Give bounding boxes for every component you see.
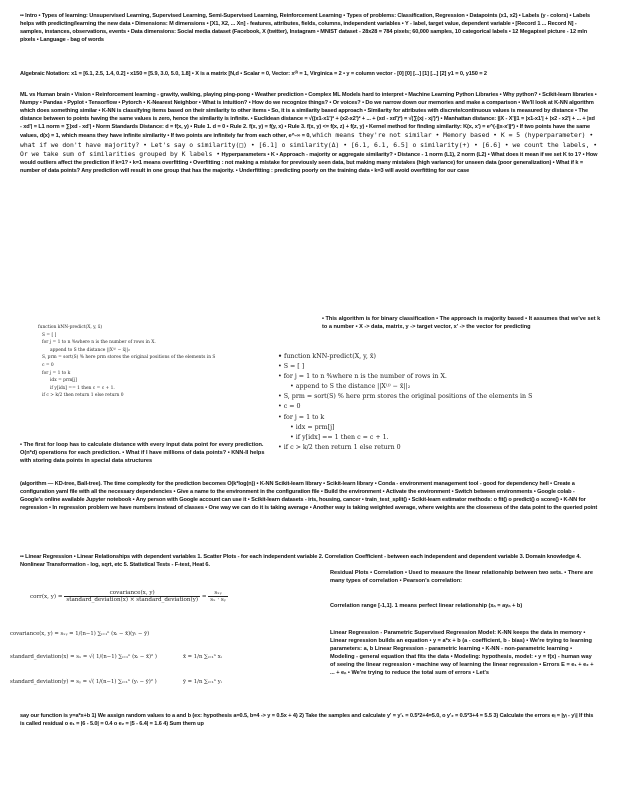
linear-regression-steps: say our function is y=a*x+b 1) We assign random values to a and b (ex: hypothesis a=0.5, b=4 -> y = 0.5x + 4) 2) Take the samples and calculate y' = y'₁ = 0.5*2+4=5.0, o y'₂ = 0.5*3+4 = 5.5 3) Calculate the errors eᵢ = |yᵢ - y'ᵢ| If this is called residual o e₁ = |6 - 5.0| = 0.4 o e₂ = |5 - 6.4| = 1.6 4) Sum them up [20,713,594,728]
algebraic-notation-paragraph: Algebraic Notation: x1 = [6.1, 2.5, 1.4, 0.2] • x150 = [5.9, 3.0, 5.0, 1.8] • X is a matrix [N,d • Scalar = 0, Vector: x⁽ⁱ⁾ = 1, Virginica = 2 • y = column vector - [0] [0] [...] [1] [...] [2] y1 = 0, y150 = 2 [20,71,487,77]
knn-intro-paragraph [20,91,598,175]
knn-intro-monospace-text: which means they're not similar • Memory based • K = 5 (hyperparameter) • what if we don't have majority? • Let's say o similarity(□) • [6.1] o similarity(Δ) • [6.1, 6.1, 6.5] o similarity(+) • [6.6] • we count the labels, • Or we take sum of similarities grouped by K labels • [20,131,598,158]
algo-line-large: • append to S the distance ||X⁽ʲ⁾ − x̄||₂ [290,383,411,391]
algo-line: function kNN-predict(X, y, x̄) [38,325,103,330]
mean-x-formula: x̄ = 1/n ∑ᵢ₌₁ⁿ xᵢ [183,654,222,660]
algo-line-large: • for j = 1 to n %where n is the number of rows in X. [278,373,447,381]
correlation-range: Correlation range [-1,1]. 1 means perfect linear relationship (xₙ = ayₙ + b) [330,603,523,609]
algo-line: idx = prm[j] [50,378,78,384]
stddev-x-formula: standard_deviation(x) = sₓ = √( 1/(n−1) ∑ᵢ₌₁ⁿ (xᵢ − x̄)² ) [10,654,157,660]
corr-numerator2: sₓᵧ [208,590,228,597]
algo-line: c = 0 [42,362,54,368]
corr-lhs: corr(x, y) = [30,594,63,600]
corr-denominator2: sₓ · sᵧ [210,597,226,603]
linear-regression-parametric: Linear Regression - Parametric Supervised Regression Model: K-NN keeps the data in memory • Linear regression builds an equation • y = a*x + b (a - coefficient, b - bias) • We're trying to learning parameters: a, b Linear Regression - parametric learning • K-NN - non-parametric learning • Modeling - general equation that fits the data • Modeling: hypothesis, model: • y = f(x) - human way of seeing the linear regression • machine way of learning the linear regression • Errors E = e₁ + e₂ + ... + eₙ • We're trying to reduce the total sum of errors • Let's [330,630,594,676]
algo-line: for j = 1 to k [42,370,71,376]
algo-line-large: • function kNN-predict(X, y, x̄) [278,353,376,360]
correlation-formula [30,590,228,603]
intro-paragraph: •• Intro • Types of learning: Unsupervised Learning, Supervised Learning, Semi-Supervised Learning, Reinforcement Learning • Types of problems: Classification, Regression • Datapoints (x1, x2) • Labels (y - colors) • Labels helps with predicting/learning the new data • Dimensions: M dimensions • [X1, X2, ... Xn] - features, attributes, fields, columns, independent variables • Y - label, target value, dependent variable • [Record 1 ... Record N] - samples, instances, observations, events • Data dimensions: Social media dataset (Facebook, X (twitter), Instagram • MNIST dataset - 28x28 = 784 pixels; 60,000 samples, 10 categorical labels • 12 Megapixel picture - 12 mln pixels • Language - bag of words [20,13,590,44]
algo-line: append to S the distance ||X⁽ʲ⁾ − x̄||₂ [50,347,130,353]
covariance-formula: covariance(x, y) = sₓᵧ = 1/(n−1) ∑ᵢ₌₁ⁿ (xᵢ − x̄)(yᵢ − ȳ) [10,631,150,637]
knn-algorithm-small [38,324,215,400]
algo-line: if y[idx] == 1 then c = c + 1. [50,385,115,391]
algo-line-large: • if c > k/2 then return 1 else return 0 [278,443,401,451]
knn-intro-text: ML vs Human brain • Vision • Reinforcement learning - gravity, walking, playing ping-pong • Weather prediction • Complex ML Models hard to interpret • Machine Learning Python Libraries • Why python? • Scikit-learn libraries • Numpy • Pandas • Pyplot • Tensorflow • Pytorch • K-Nearest Neighbor • What is intuition? • How do we recognize things? • Or voices? • Do we narrow down our memories and make a comparison • We'll look at K-NN algorithm which does something similar • K-NN is classifying items based on their similarity to other items • So, it is a similarity based approach • Similarity for attributes with discrete/continuous values is measured by distance • The distance between to points having the same values is zero, hence the similarity is infinite. • Euclidean distance = √((x1-x1')² + (x2-x2')² + ... + (xd - xd')²) = √(∑(xj - xj')²) • Manhattan distance: ||X - X'||1 = |x1-x1'| + |x2 - x2'| + ... + |xd - xd'| = L1 norm = ∑|xd - xd'| • Norm Standards Distance: d = f(x, y) • Rule 1. d = 0 • Rule 2. f(x, y) = f(y, x) • Rule 3. f(x, y) <= f(x, z) + f(z, y) • Kernel method for finding similarity: K(x, x') = e^(-||x-x'||²) • If two points have the same values, d(x) = 1, which means they have infinite similarity • If two points are infinitely far from each other, e^-∞ = 0, [20,92,597,140]
knn-scikit-paragraph: (algorithm — KD-tree, Ball-tree). The time complexity for the prediction becomes O(k*log(n)) • K-NN Scikit-learn library • Scikit-learn library • Conda - environment management tool - good for dependency hell • Create a configuration yaml file with all the necessary dependencies • Give a name to the environment in the configuration file • Build the environment • Activate the environment • Switch between environments • Google colab - Google's online available Jupyter notebook • Any person with Google account can use it • Scikit-learn datasets - iris, housing, cancer • train_test_split() • Scikit-learn estimator methods: o fit() o predict() o score() • K-NN for regression • In regression problem we have numbers instead of classes • One way we can do it is taking average • Another way is taking weighted average, where weights are the closeness of the data point to the queried point [20,481,598,512]
algo-line: if c > k/2 then return 1 else return 0 [42,393,124,399]
corr-numerator: covariance(x, y) [64,590,200,597]
corr-eq2: = [201,594,207,600]
algo-line: for j = 1 to n %where n is the number of rows in X. [42,340,156,346]
algo-line: S = [ ] [42,332,57,338]
algo-line-large: • for j = 1 to k [278,413,325,421]
mean-y-formula: ȳ = 1/n ∑ᵢ₌₁ⁿ yᵢ [183,679,222,685]
knn-complexity-paragraph: • The first for loop has to calculate distance with every input data point for every prediction. O(n*d) operations for each prediction. • What if I have millions of data points? • KNN-II helps with storing data points in special data structures [20,442,265,464]
stddev-y-formula: standard_deviation(y) = sᵧ = √( 1/(n−1) ∑ᵢ₌₁ⁿ (yᵢ − ȳ)² ) [10,679,157,685]
algo-line-large: • idx = prm[j] [290,423,335,431]
algo-line-large: • if y[idx] == 1 then c = c + 1. [290,433,389,441]
corr-fraction2 [208,590,228,603]
knn-hyperparameters-text: Hyperparameters • K • Approach - majority or aggregate similarity? • Distance - 1 norm (L1), 2 norm (L2) • What does it mean if we set K to 1? • How would outliers affect the prediction if k=1? • k=1 means overfitting • Overfitting : not making a mistake for previously seen data, but making many mistakes (high variance) for unseen data (poor generalization) • What if k = number of data points? Any prediction will result in one group that has the majority. • Underfitting : predicting poorly on the training data • k=3 will avoid overfitting for our case [20,151,598,174]
corr-fraction [64,590,200,603]
linear-regression-intro: •• Linear Regression • Linear Relationships with dependent variables 1. Scatter Plots - for each independent variable 2. Correlation Coefficient - between each independent and dependent variable 3. Domain knowledge 4. Nonlinear Transformation - log, sqrt, etc 5. Statistical Tests - F-test, Heat 6. [20,554,581,569]
knn-algorithm-large [278,352,532,453]
correlation-notes: Residual Plots • Correlation • Used to measure the linear relationship between two sets. • There are many types of correlation • Pearson's correlation: [330,570,593,584]
corr-denominator: standard_deviation(x) × standard_deviation(y) [66,597,199,603]
algo-line: S, prm = sort(S) % here prm stores the original positions of the elements in S [42,355,216,361]
algorithm-note: • This algorithm is for binary classification • The approach is majority based • It assumes that we've set k to a number • X -> data, matrix, y -> target vector, x' -> the vector for predicting [322,316,601,330]
algo-line-large: • S = [ ] [278,363,305,371]
algo-line-large: • S, prm = sort(S) % here prm stores the original positions of the elements in S [278,393,533,401]
algo-line-large: • c = 0 [278,403,301,411]
